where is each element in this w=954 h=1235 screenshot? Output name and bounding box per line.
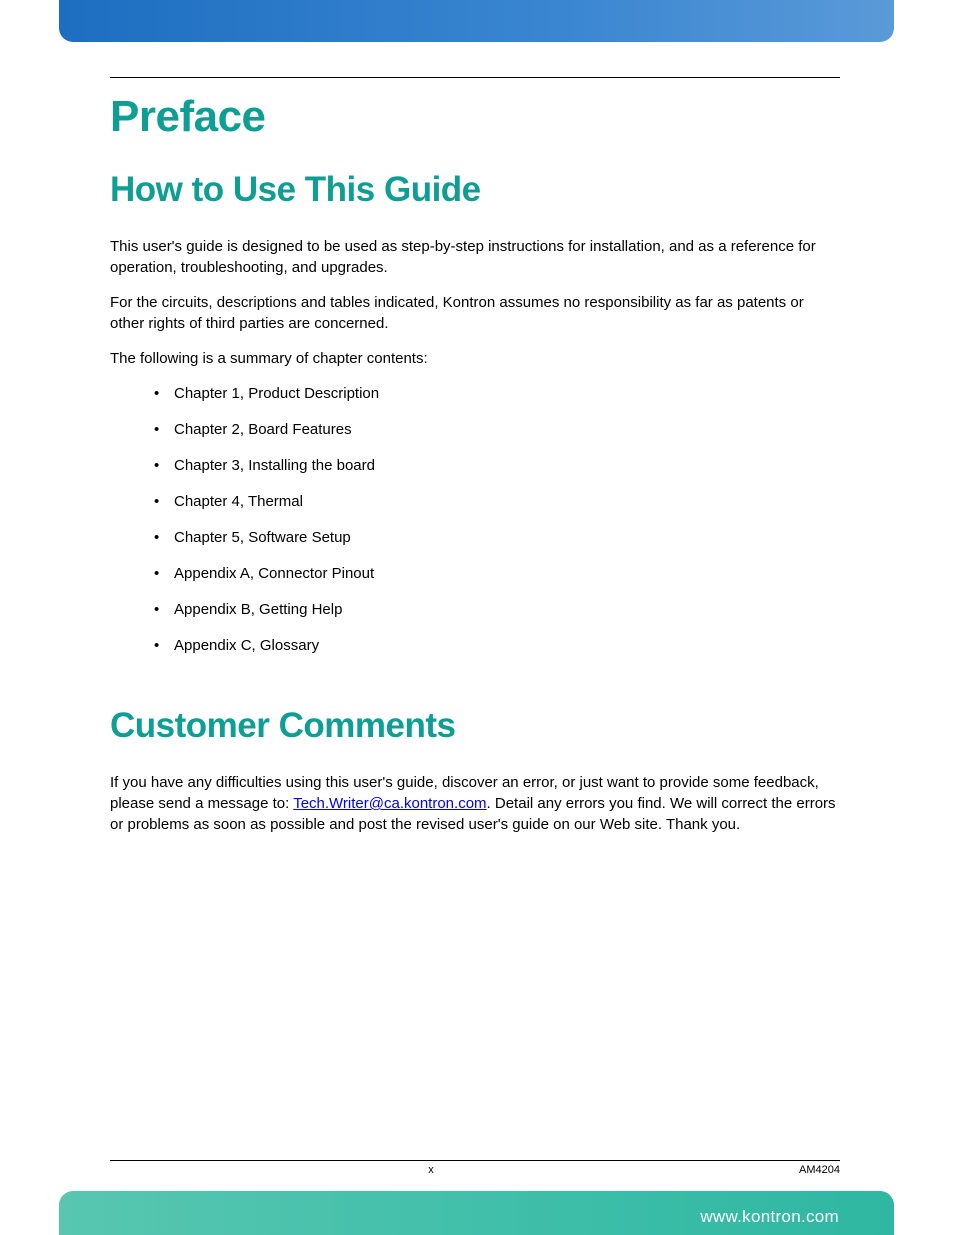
- list-item-label: Chapter 2, Board Features: [174, 421, 352, 438]
- bullet-icon: •: [154, 385, 160, 402]
- list-item-label: Chapter 4, Thermal: [174, 493, 303, 510]
- document-id: AM4204: [799, 1164, 840, 1176]
- disclaimer-paragraph: For the circuits, descriptions and tables indicated, Kontron assumes no responsibility as far as patents or other rights of third parties are concerned.: [110, 294, 804, 332]
- top-banner: [59, 0, 894, 42]
- comments-text-after: . Detail any errors you find. We will correct the errors or problems as soon as possible and post the revised user's guide on our Web site. Thank you.: [110, 795, 836, 833]
- list-item: [150, 528, 379, 564]
- bullet-icon: •: [154, 637, 160, 654]
- section-heading-customer-comments: Customer Comments: [110, 706, 456, 745]
- bullet-icon: •: [154, 529, 160, 546]
- bullet-icon: •: [154, 601, 160, 618]
- chapter-summary-list: [150, 384, 379, 672]
- bullet-icon: •: [154, 421, 160, 438]
- bottom-banner: [59, 1191, 894, 1235]
- list-item: [150, 420, 379, 456]
- header-rule: [110, 77, 840, 78]
- section-heading-how-to-use: How to Use This Guide: [110, 170, 481, 209]
- list-item: [150, 600, 379, 636]
- list-item: [150, 456, 379, 492]
- list-item-label: Appendix C, Glossary: [174, 637, 320, 654]
- list-item: [150, 636, 379, 672]
- comments-text-before: If you have any difficulties using this user's guide, discover an error, or just want to provide some feedback, please send a message to:: [110, 774, 819, 812]
- list-item-label: Appendix A, Connector Pinout: [174, 565, 375, 582]
- comments-paragraph: [110, 772, 842, 835]
- list-item: [150, 564, 379, 600]
- bullet-icon: •: [154, 493, 160, 510]
- summary-intro: The following is a summary of chapter contents:: [110, 350, 428, 367]
- bullet-icon: •: [154, 457, 160, 474]
- chapter-title: Preface: [110, 92, 266, 141]
- list-item: [150, 492, 379, 528]
- bullet-icon: •: [154, 565, 160, 582]
- list-item: [150, 384, 379, 420]
- footer-rule: [110, 1160, 840, 1161]
- list-item-label: Chapter 3, Installing the board: [174, 457, 375, 474]
- list-item-label: Chapter 1, Product Description: [174, 385, 380, 402]
- website-link[interactable]: www.kontron.com: [700, 1207, 839, 1226]
- list-item-label: Appendix B, Getting Help: [174, 601, 343, 618]
- intro-paragraph: This user's guide is designed to be used as step-by-step instructions for installation, and as a reference for operation, troubleshooting, and upgrades.: [110, 238, 816, 276]
- email-link[interactable]: Tech.Writer@ca.kontron.com: [293, 795, 487, 812]
- page-number: x: [428, 1164, 434, 1176]
- list-item-label: Chapter 5, Software Setup: [174, 529, 351, 546]
